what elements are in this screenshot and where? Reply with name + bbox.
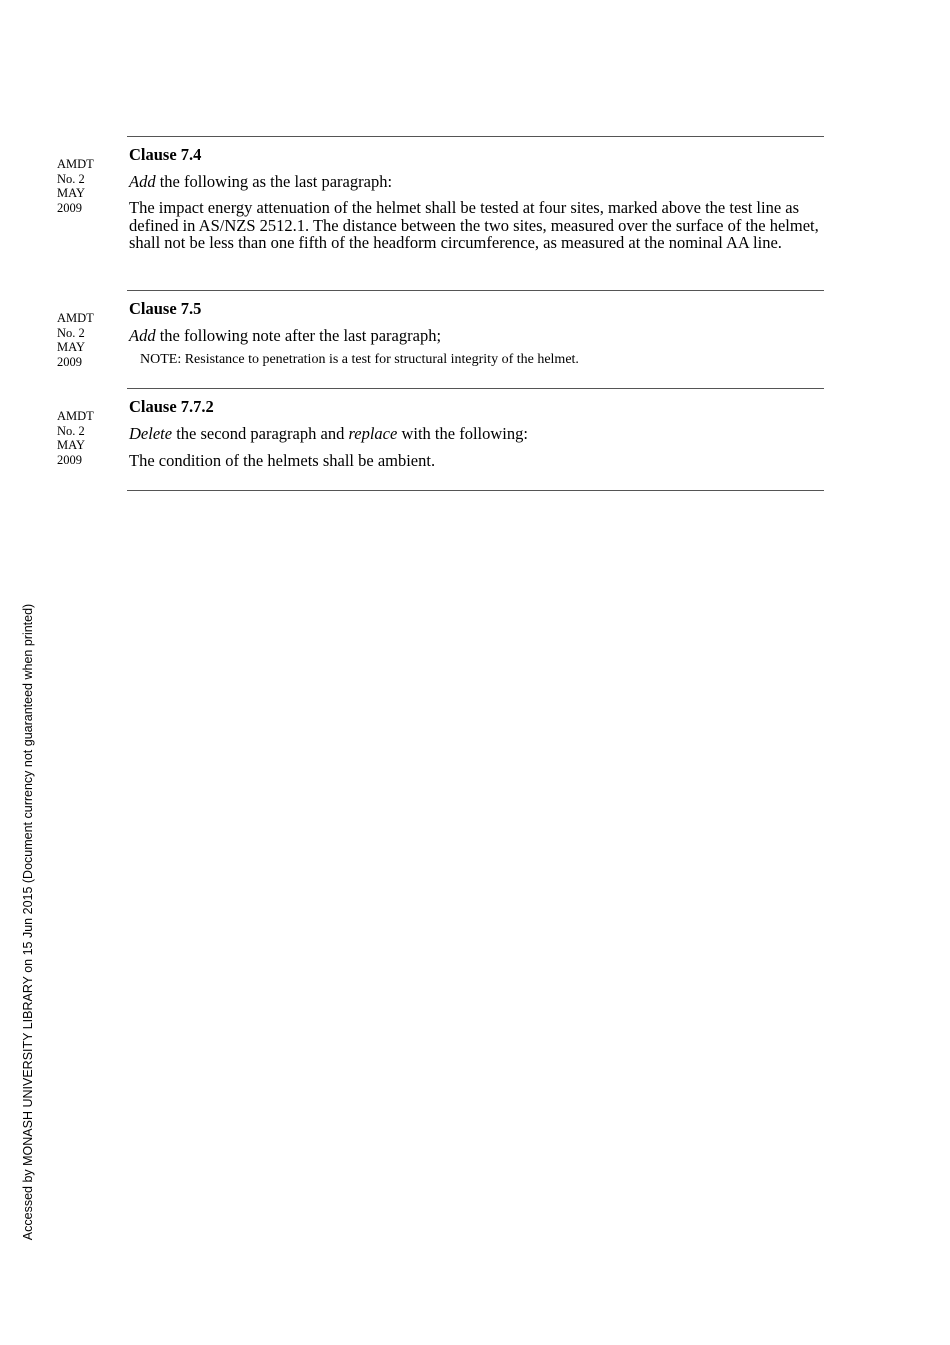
instruction-text: the following note after the last paragraph; (155, 326, 442, 345)
amdt-number: No. 2 (57, 325, 85, 340)
access-watermark: Accessed by MONASH UNIVERSITY LIBRARY on 15 Jun 2015 (Document currency not guaranteed when printed) (21, 603, 35, 1241)
divider-rule (127, 490, 824, 491)
amdt-label: AMDT (57, 157, 94, 171)
amdt-month: MAY (57, 340, 86, 354)
divider-rule (127, 388, 824, 389)
instruction-text: the following as the last paragraph: (155, 172, 393, 191)
clause-body: The condition of the helmets shall be ambient. (129, 451, 436, 470)
clause-heading: Clause 7.5 (129, 299, 202, 318)
instruction-verb-2: replace (348, 424, 398, 443)
clause-section (129, 299, 819, 368)
amendment-margin-note (57, 409, 117, 467)
clause-section (129, 397, 819, 471)
instruction-verb: Add (129, 326, 156, 345)
clause-instruction (129, 424, 819, 444)
amendment-margin-note (57, 157, 117, 215)
instruction-text-2: with the following: (397, 424, 528, 443)
divider-rule (127, 290, 824, 291)
clause-instruction (129, 326, 819, 346)
instruction-verb: Delete (129, 424, 173, 443)
clause-note: NOTE: Resistance to penetration is a test for structural integrity of the helmet. (140, 352, 579, 367)
instruction-text: the second paragraph and (172, 424, 349, 443)
amdt-month: MAY (57, 438, 86, 452)
amdt-year: 2009 (57, 452, 82, 467)
clause-body: The impact energy attenuation of the helmet shall be tested at four sites, marked above the test line as defined in AS/NZS 2512.1. The distance between the two sites, measured over the surface of the helmet, shall not be less than one fifth of the headform circumference, as measured at the nominal AA line. (129, 198, 819, 252)
divider-rule (127, 136, 824, 137)
amdt-year: 2009 (57, 200, 82, 215)
amdt-label: AMDT (57, 409, 94, 423)
clause-heading: Clause 7.4 (129, 145, 202, 164)
clause-instruction (129, 172, 819, 192)
amdt-year: 2009 (57, 354, 82, 369)
amendment-margin-note (57, 311, 117, 369)
clause-heading: Clause 7.7.2 (129, 397, 214, 416)
amdt-number: No. 2 (57, 423, 85, 438)
instruction-verb: Add (129, 172, 156, 191)
amdt-month: MAY (57, 186, 86, 200)
amdt-number: No. 2 (57, 171, 85, 186)
clause-section (129, 145, 819, 252)
amdt-label: AMDT (57, 311, 94, 325)
